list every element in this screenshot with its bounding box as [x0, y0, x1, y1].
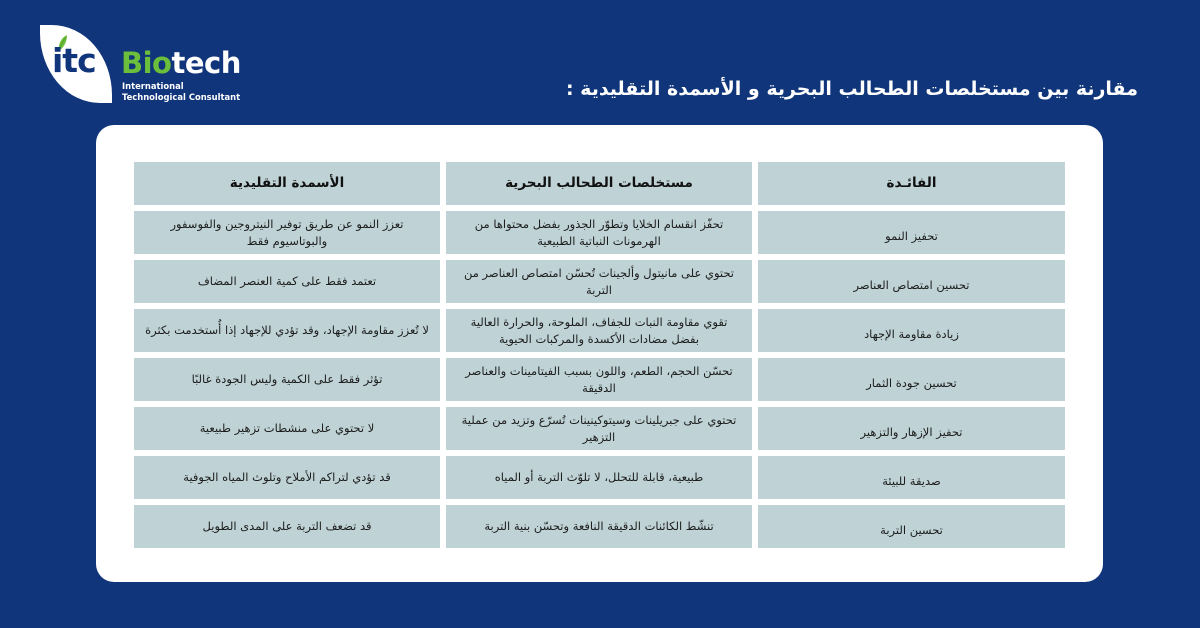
table-row-2-seaweed: تحتوي على مانيتول وألجينات تُحسّن امتصاص العناصر من التربة: [446, 260, 752, 303]
table-row-1-traditional: تعزز النمو عن طريق توفير النيتروجين والفوسفور والبوتاسيوم فقط: [134, 211, 440, 254]
table-row-6-seaweed: طبيعية، قابلة للتحلل، لا تلوّث التربة أو المياه: [446, 456, 752, 499]
table-row-2-benefit: تحسين امتصاص العناصر: [758, 260, 1065, 303]
brand-name: [121, 46, 241, 80]
table-row-3-traditional: لا تُعزز مقاومة الإجهاد، وقد تؤدي للإجهاد إذا أُستخدمت بكثرة: [134, 309, 440, 352]
table-row-1-benefit: تحفيز النمو: [758, 211, 1065, 254]
table-row-3-seaweed: تقوي مقاومة النبات للجفاف، الملوحة، والحرارة العالية بفضل مضادات الأكسدة والمركبات الحيوية: [446, 309, 752, 352]
brand-name-tech: tech: [171, 46, 241, 80]
table-row-4-benefit: تحسين جودة الثمار: [758, 358, 1065, 401]
header-seaweed-extracts: مستخلصات الطحالب البحرية: [446, 162, 752, 205]
brand-subtitle-line2: Technological Consultant: [122, 91, 241, 102]
table-row-7-seaweed: تنشّط الكائنات الدقيقة النافعة وتحسّن بنية التربة: [446, 505, 752, 548]
table-row-5-benefit: تحفيز الإزهار والتزهير: [758, 407, 1065, 450]
page-title: مقارنة بين مستخلصات الطحالب البحرية و الأسمدة التقليدية :: [565, 78, 1138, 100]
logo-mark: itc: [52, 41, 96, 80]
table-row-5-seaweed: تحتوي على جبريلينات وسيتوكينينات تُسرّع وتزيد من عملية التزهير: [446, 407, 752, 450]
brand-name-bio: Bio: [121, 46, 172, 80]
table-row-4-traditional: تؤثر فقط على الكمية وليس الجودة غالبًا: [134, 358, 440, 401]
header-traditional-fertilizers: الأسمدة التقليدية: [134, 162, 440, 205]
table-row-4-seaweed: تحسّن الحجم، الطعم، واللون بسبب الفيتامينات والعناصر الدقيقة: [446, 358, 752, 401]
comparison-table: [134, 162, 1065, 548]
table-row-6-traditional: قد تؤدي لتراكم الأملاح وتلوث المياه الجوفية: [134, 456, 440, 499]
table-row-7-benefit: تحسين التربة: [758, 505, 1065, 548]
brand-subtitle: [122, 81, 240, 102]
table-row-6-benefit: صديقة للبيئة: [758, 456, 1065, 499]
header-benefit: الفائـدة: [758, 162, 1065, 205]
table-row-7-traditional: قد تضعف التربة على المدى الطويل: [134, 505, 440, 548]
table-row-2-traditional: تعتمد فقط على كمية العنصر المضاف: [134, 260, 440, 303]
table-row-1-seaweed: تحفّز انقسام الخلايا وتطوّر الجذور بفضل محتواها من الهرمونات النباتية الطبيعية: [446, 211, 752, 254]
table-row-5-traditional: لا تحتوي على منشطات تزهير طبيعية: [134, 407, 440, 450]
comparison-card: [96, 125, 1103, 582]
brand-subtitle-line1: International: [122, 81, 184, 91]
table-row-3-benefit: زيادة مقاومة الإجهاد: [758, 309, 1065, 352]
